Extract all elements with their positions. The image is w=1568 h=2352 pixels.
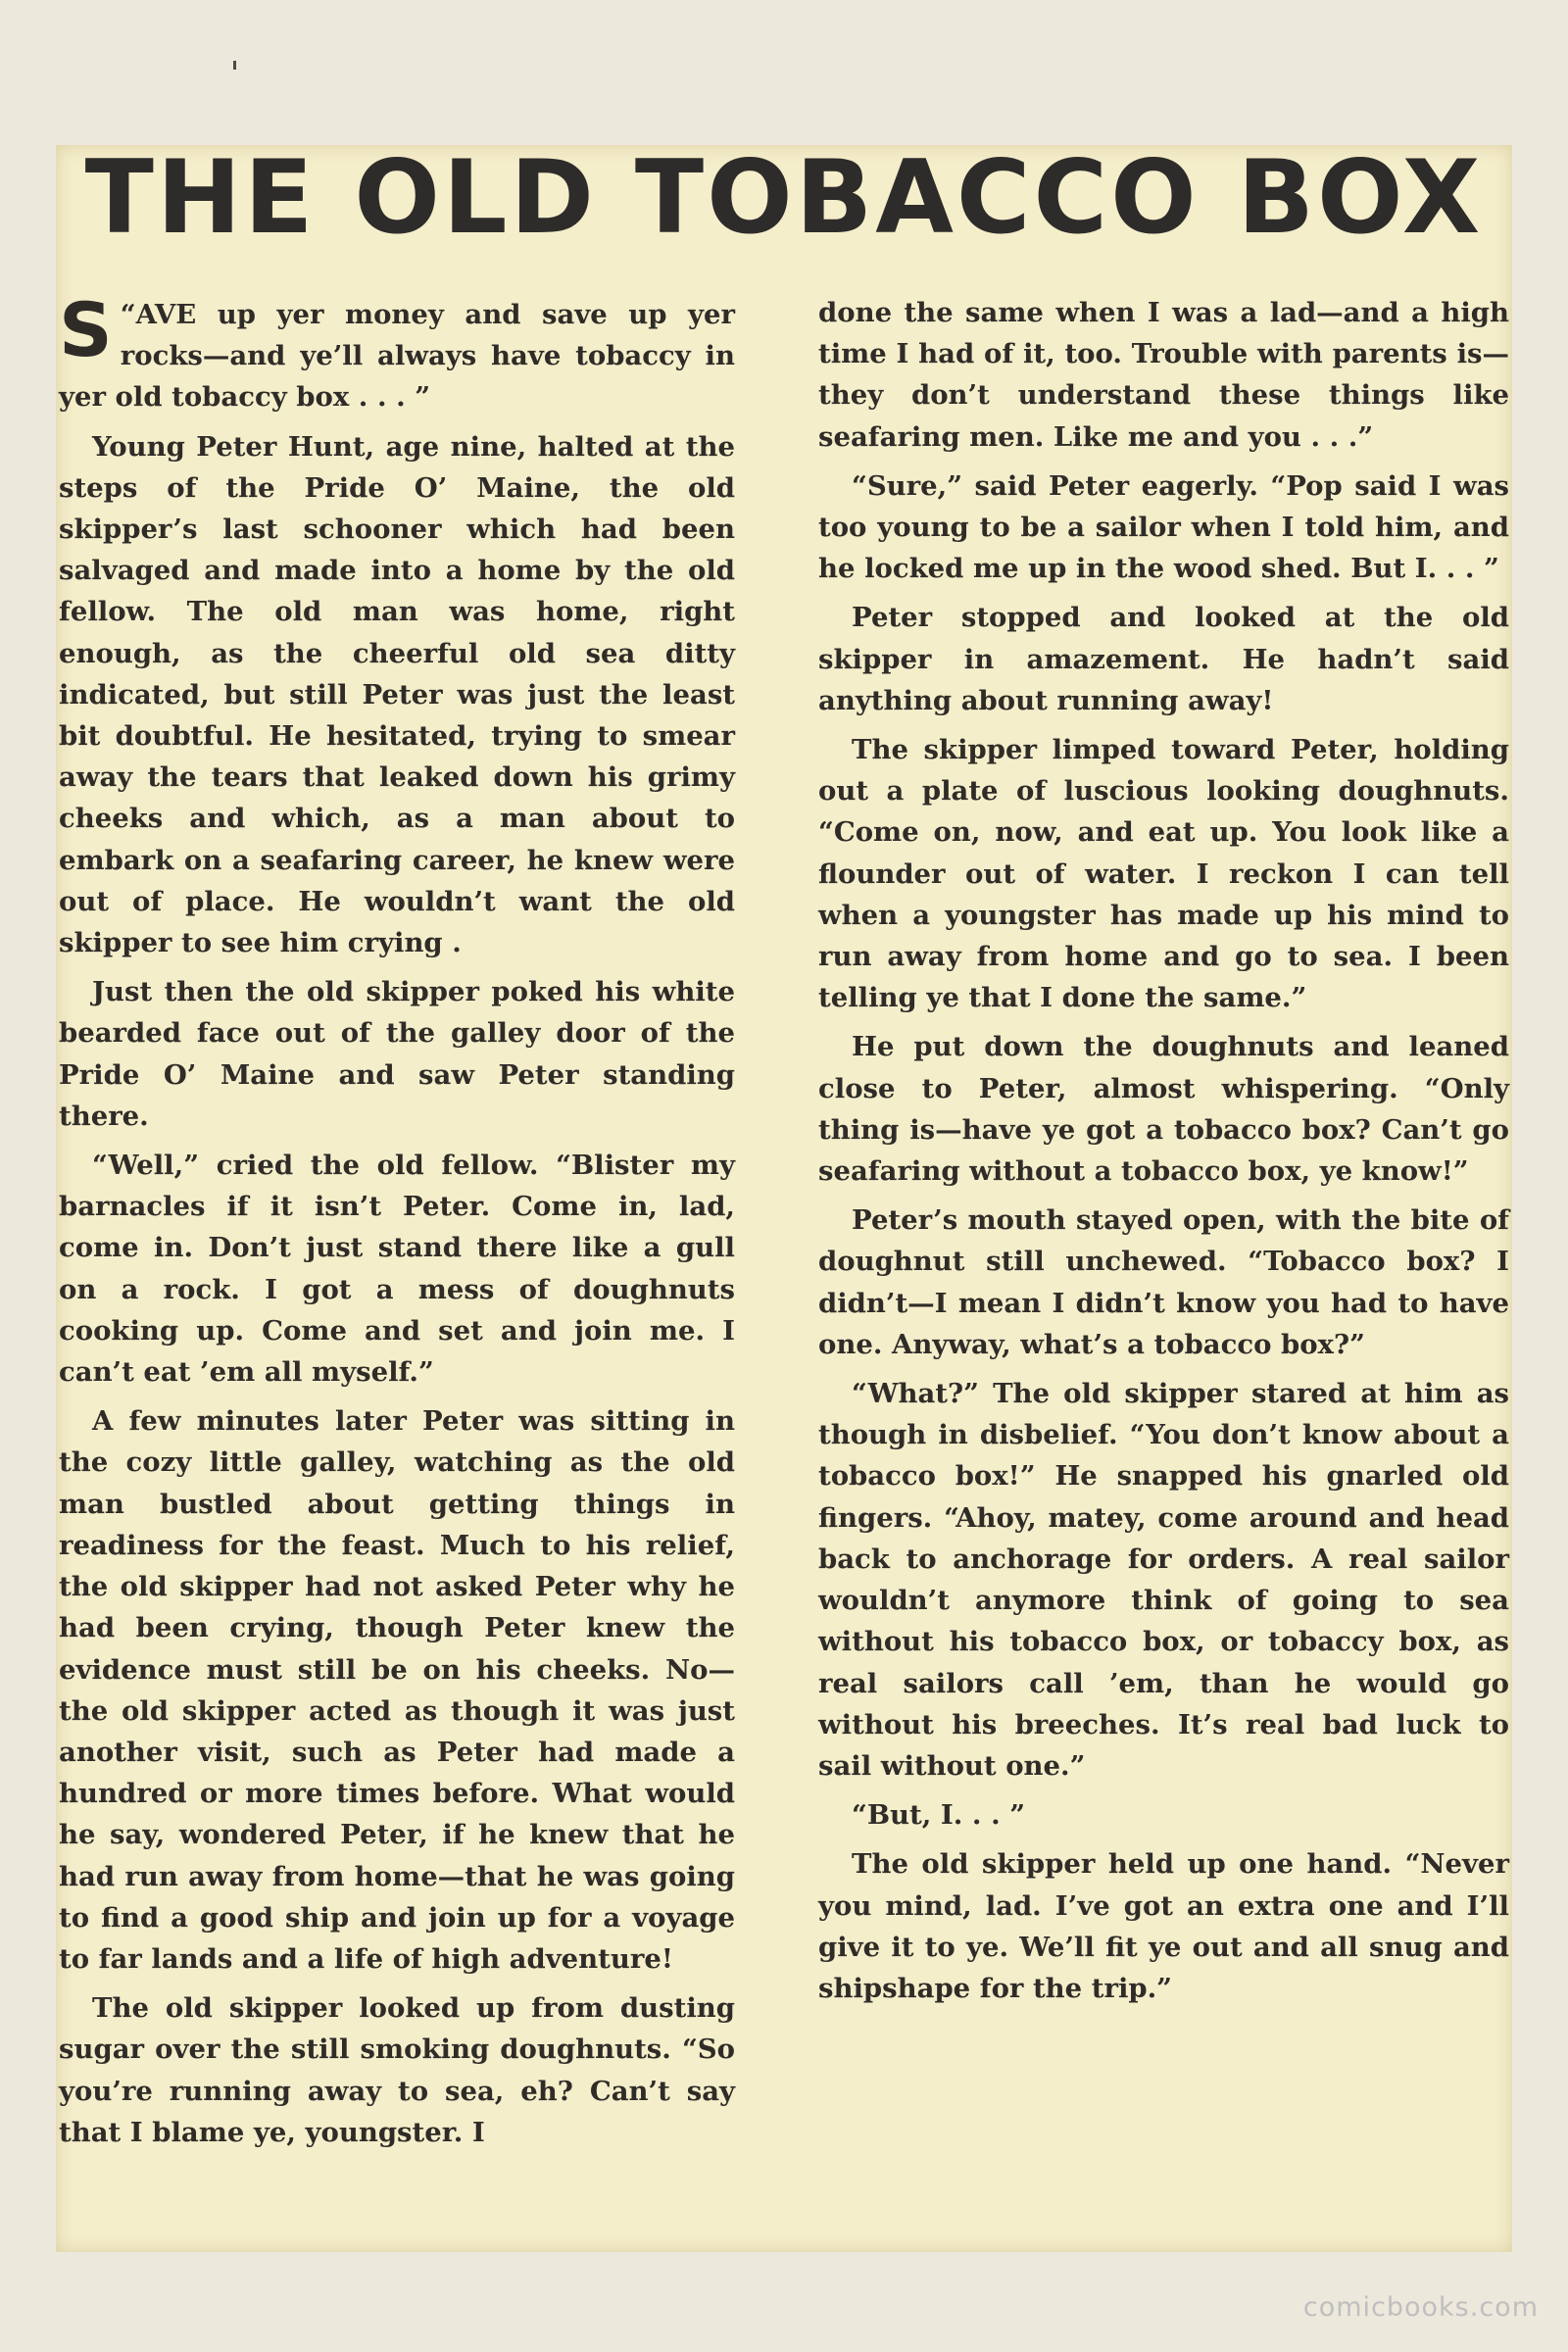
drop-cap: S	[59, 286, 113, 373]
right-column	[818, 292, 1509, 2017]
opening-text: AVE up yer money and save up yer rocks—and ye’ll always have tobaccy in yer old tobaccy box . . . ”	[59, 299, 735, 414]
paragraph: “Sure,” said Peter eagerly. “Pop said I was too young to be a sailor when I told him, and he locked me up in the wood shed. But I. . . ”	[818, 469, 1509, 585]
paragraph: “But, I. . . ”	[852, 1799, 1026, 1832]
paragraph: A few minutes later Peter was sitting in the cozy little galley, watching as the old man bustled about getting things in readiness for the feast. Much to his relief, the old skipper had not asked Peter why he had been crying, though Peter knew the evidence must still be on his cheeks. No—the old skipper acted as though it was just another visit, such as Peter had made a hundred or more times before. What would he say, wondered Peter, if he knew that he had run away from home—that he was going to find a good ship and join up for a voyage to far lands and a life of high adventure!	[59, 1405, 735, 1975]
paragraph: The old skipper held up one hand. “Never you mind, lad. I’ve got an extra one and I’ll give it to ye. We’ll fit ye out and all snug and shipshape for the trip.”	[818, 1848, 1509, 2004]
left-column	[59, 286, 735, 2161]
story-title: THE OLD TOBACCO BOX	[84, 139, 1484, 257]
paragraph: He put down the doughnuts and leaned close to Peter, almost whispering. “Only thing is—have ye got a tobacco box? Can’t go seafaring without a tobacco box, ye know!”	[818, 1031, 1509, 1188]
paragraph: “Well,” cried the old fellow. “Blister my barnacles if it isn’t Peter. Come in, lad, come in. Don’t just stand there like a gull on a rock. I got a mess of doughnuts cooking up. Come and set and join me. I can’t eat ’em all myself.”	[59, 1150, 735, 1389]
continuation-paragraph: done the same when I was a lad—and a high time I had of it, too. Trouble with parents is—they don’t understand these things like seafaring men. Like me and you . . .”	[818, 297, 1509, 453]
paragraph: The skipper limped toward Peter, holding out a plate of luscious looking doughnuts. “Come on, now, and eat up. You look like a flounder out of water. I reckon I can tell when a youngster has made up his mind to run away from home and go to sea. I been telling ye that I done the same.”	[818, 734, 1509, 1014]
paragraph: Peter’s mouth stayed open, with the bite of doughnut still unchewed. “Tobacco box? I didn’t—I mean I didn’t know you had to have one. Anyway, what’s a tobacco box?”	[818, 1204, 1509, 1360]
paragraph: Peter stopped and looked at the old skipper in amazement. He hadn’t said anything about running away!	[818, 602, 1509, 716]
watermark: comicbooks.com	[1302, 2292, 1539, 2323]
opening-quote: “	[120, 299, 136, 330]
paragraph: Just then the old skipper poked his white bearded face out of the galley door of the Pride O’ Maine and saw Peter standing there.	[59, 976, 735, 1132]
margin-mark	[233, 61, 236, 70]
paragraph: “What?” The old skipper stared at him as though in disbelief. “You don’t know about a tobacco box!” He snapped his gnarled old fingers. “Ahoy, matey, come around and head back to anchorage for orders. A real sailor wouldn’t anymore think of going to sea without his tobacco box, or tobaccy box, as real sailors call ’em, than he would go without his breeches. It’s real bad luck to sail without one.”	[818, 1378, 1509, 1782]
opening-paragraph	[59, 286, 735, 418]
paragraph: The old skipper looked up from dusting sugar over the still smoking doughnuts. “So you’re running away to sea, eh? Can’t say that I blame ye, youngster. I	[59, 1992, 735, 2148]
paragraph: Young Peter Hunt, age nine, halted at the steps of the Pride O’ Maine, the old skipper’s last schooner which had been salvaged and made into a home by the old fellow. The old man was home, right enough, as the cheerful old sea ditty indicated, but still Peter was just the least bit doubtful. He hesitated, trying to smear away the tears that leaked down his grimy cheeks and which, as a man about to embark on a seafaring career, he knew were out of place. He wouldn’t want the old skipper to see him crying .	[59, 430, 735, 959]
